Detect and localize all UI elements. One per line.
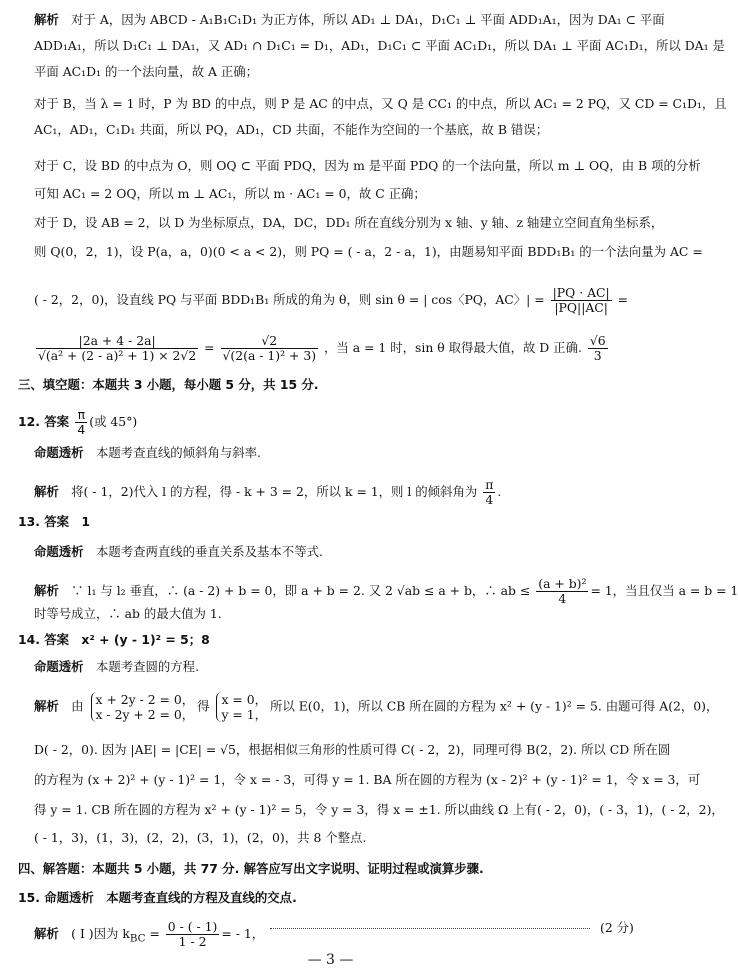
fraction: $\frac{0 - ( - 1)}{1 - 2}$ [167,919,218,949]
q12-answer: 12. 答案 $\frac{\pi}{4}$ (或 45°) [18,407,138,437]
q13-analysis-2: 时等号成立，∴ ab 的最大值为 1. [34,606,222,621]
q12-analysis: 解析 将( - 1，2)代入 l 的方程，得 - k + 3 = 2，所以 k = 1，则 l 的倾斜角为 $\frac{\pi}{4}$ . [34,477,502,507]
analysis-line-b1: 对于 B，当 λ = 1 时，P 为 BD 的中点，则 P 是 AC 的中点，又 Q 是 CC₁ 的中点，所以 AC₁ = 2 PQ，又 CD = C₁D₁，且 [34,96,727,111]
analysis-line-a3: 平面 AC₁D₁ 的一个法向量，故 A 正确； [34,64,259,79]
analysis-line-c1: 对于 C，设 BD 的中点为 O，则 OQ ⊂ 平面 PDQ，因为 m 是平面 PDQ 的一个法向量，所以 m ⊥ OQ，由 B 项的分析 [34,158,701,173]
equals: = [617,292,629,307]
q13-intent: 命题透析 本题考查两直线的垂直关系及基本不等式. [34,544,323,559]
q13-analysis: 解析 ∵ l₁ 与 l₂ 垂直，∴ (a - 2) + b = 0，即 a + b = 2. 又 2 √ab ≤ a + b，∴ ab ≤ $\frac{\text{(a + b)²}}{4}$ = 1，当且仅当 a = b = 1 [34,576,738,606]
label-analysis: 解析 [34,12,59,27]
dotted-leader [270,927,590,929]
q15-intent: 15. 命题透析 本题考查直线的方程及直线的交点. [18,890,297,905]
q15-analysis: 解析 ( Ⅰ )因为 $k_{BC}$ = $\frac{0 - ( - 1)}{1 - 2}$ = - 1， [34,919,265,949]
analysis-line-b2: AC₁，AD₁，C₁D₁ 共面，所以 PQ，AD₁，CD 共面，不能作为空间的一个基底，故 B 错误； [34,122,549,137]
score-note: (2 分) [600,920,634,935]
fraction: $\frac{\pi}{4}$ [77,407,86,437]
fraction: $\frac{\pi}{4}$ [485,477,494,507]
analysis-line-d4 [34,334,610,363]
analysis-line-a2: ADD₁A₁，所以 D₁C₁ ⊥ DA₁，又 AD₁ ∩ D₁C₁ = D₁，AD₁，D₁C₁ ⊂ 平面 AC₁D₁，所以 DA₁ ⊥ 平面 AC₁D₁，所以 DA₁ 是 [34,38,725,53]
analysis-line-d1: 对于 D，设 AB = 2，以 D 为坐标原点，DA，DC，DD₁ 所在直线分别为 x 轴、y 轴、z 轴建立空间直角坐标系， [34,215,664,230]
q14-analysis-5: ( - 1，3)，(1，3)，(2，2)，(3，1)，(2，0)，共 8 个整点. [34,830,367,845]
q14-analysis: 解析 由 x + 2y - 2 = 0， x - 2y + 2 = 0，得 x = 0， y = 1，所以 E(0，1)，所以 CB 所在圆的方程为 x² + (y - 1)² = 5. 由题可得 A(2，0)， [34,692,719,722]
fraction: $\frac{√2}{\text{√(2(a - 1)² + 3)}}$ [222,333,317,363]
section-heading-fill-blank: 三、填空题：本题共 3 小题，每小题 5 分，共 15 分. [18,377,319,392]
fraction: $\frac{|2a + 4 - 2a|}{\text{√(a² + (2 - a)² + 1) × 2√2}}$ [38,333,197,363]
q14-analysis-3: 的方程为 (x + 2)² + (y - 1)² = 1，令 x = - 3，可得 y = 1. BA 所在圆的方程为 (x - 2)² + (y - 1)² = 1，令 x = 3，可 [34,772,701,787]
q14-answer: 14. 答案 x² + (y - 1)² = 5；8 [18,632,210,647]
q14-intent: 命题透析 本题考查圆的方程. [34,659,200,674]
q13-answer: 13. 答案 1 [18,514,91,529]
text: 对于 A，因为 ABCD - A₁B₁C₁D₁ 为正方体，所以 AD₁ ⊥ DA₁，D₁C₁ ⊥ 平面 ADD₁A₁，因为 DA₁ ⊂ 平面 [58,12,665,27]
analysis-line-d2: 则 Q(0，2，1)，设 P(a，a，0)(0 < a < 2)，则 PQ = ( - a，2 - a，1)，由题易知平面 BDD₁B₁ 的一个法向量为 AC = [34,244,703,259]
fraction-max: $\frac{√6}{3}$ [589,333,606,363]
q14-analysis-2: D( - 2，0). 因为 |AE| = |CE| = √5，根据相似三角形的性质可得 C( - 2，2)，同理可得 B(2，2). 所以 CD 所在圆 [34,742,671,757]
fraction: $\frac{\text{(a + b)²}}{4}$ [538,576,587,606]
analysis-line-a1 [34,12,665,28]
fraction: $\frac{|PQ \cdot AC|}{|PQ||AC|}$ [552,285,610,315]
analysis-line-d3 [34,286,628,315]
section-heading-solve: 四、解答题：本题共 5 小题，共 77 分. 解答应写出文字说明、证明过程或演算步骤. [18,861,484,876]
q12-intent: 命题透析 本题考查直线的倾斜角与斜率. [34,445,261,460]
q14-analysis-4: 得 y = 1. CB 所在圆的方程为 x² + (y - 1)² = 5，令 y = 3，得 x = ±1. 所以曲线 Ω 上有( - 2，0)，( - 3，1)，( - 2，2)， [34,802,724,817]
text: ，当 a = 1 时，sin θ 取得最大值，故 D 正确. [324,340,582,355]
equation-system-solution: x = 0， y = 1， [216,692,267,722]
equals: = [204,340,215,355]
page-number: — 3 — [307,952,354,968]
text: ( - 2，2，0)，设直线 PQ 与平面 BDD₁B₁ 所成的角为 θ，则 sin θ = | cos〈PQ，AC〉| = [34,292,545,307]
equation-system: x + 2y - 2 = 0， x - 2y + 2 = 0， [91,692,195,722]
analysis-line-c2: 可知 AC₁ = 2 OQ，所以 m ⊥ AC₁，所以 m · AC₁ = 0，故 C 正确； [34,186,426,201]
